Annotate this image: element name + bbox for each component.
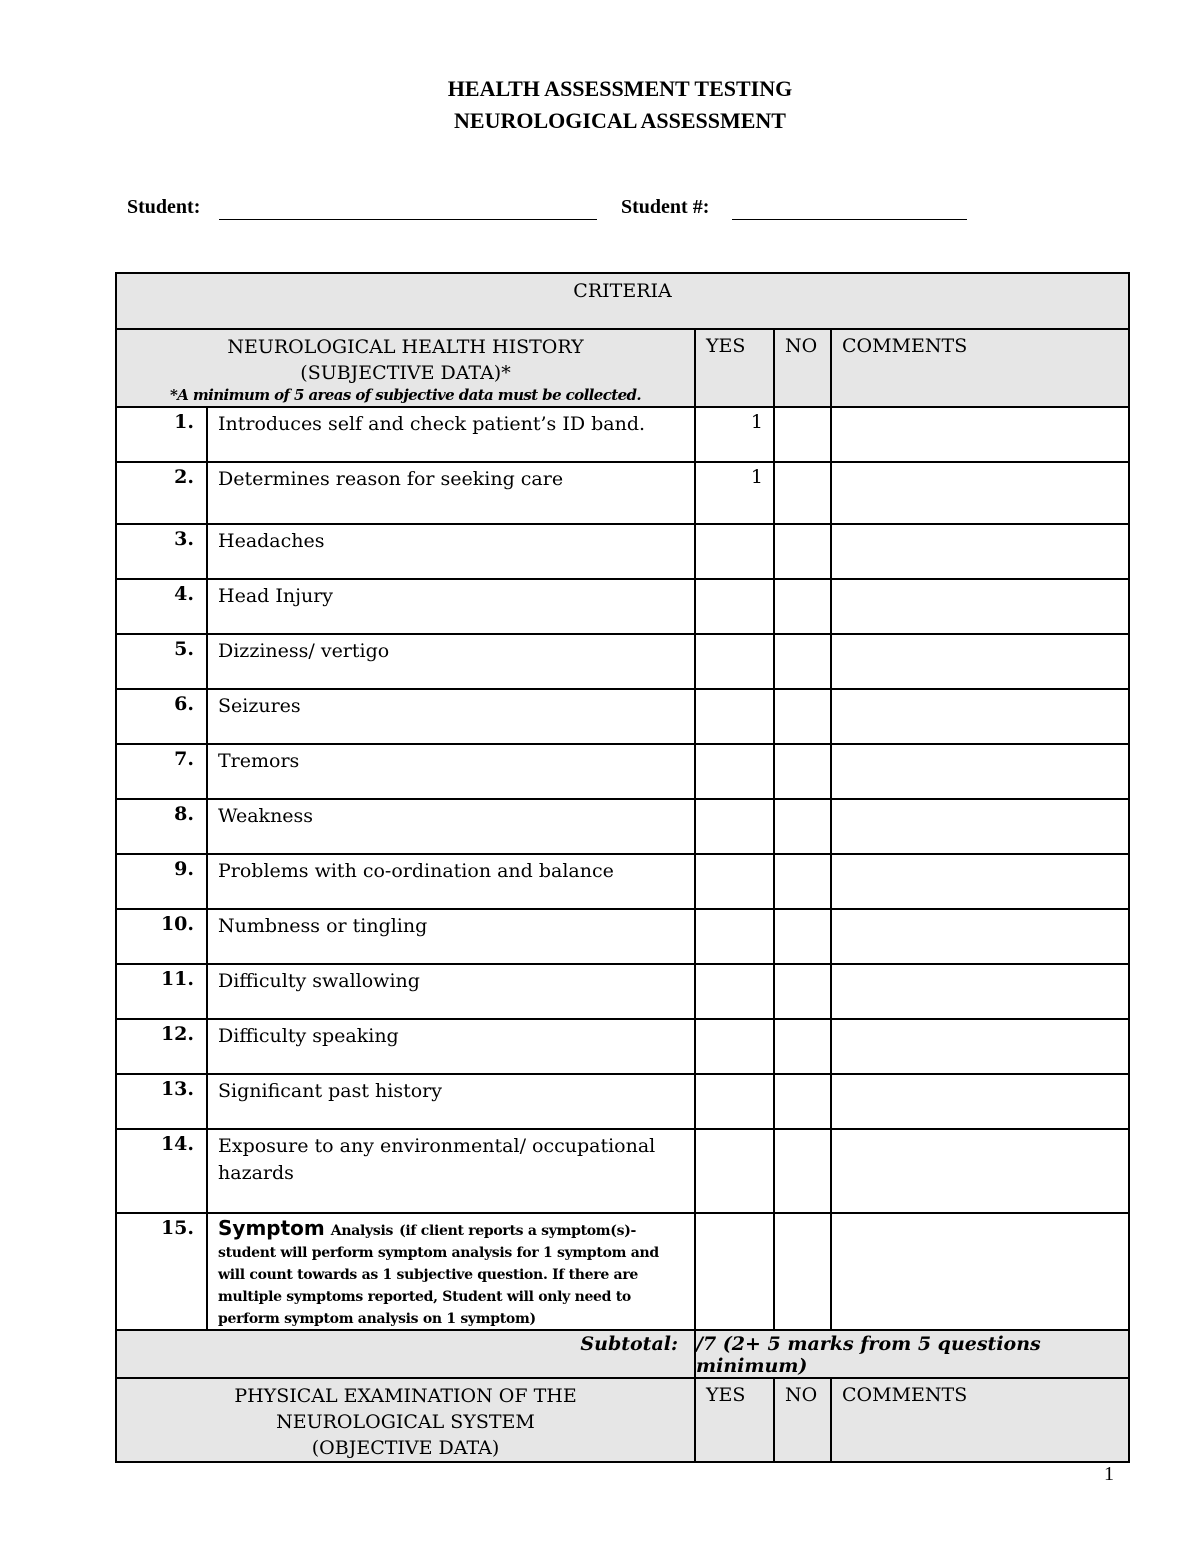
item-text: Introduces self and check patient’s ID band.: [207, 407, 695, 462]
item-number: 2.: [116, 462, 207, 524]
physical-header-line2: NEUROLOGICAL SYSTEM: [276, 1411, 535, 1433]
history-header-line1: NEUROLOGICAL HEALTH HISTORY: [227, 336, 584, 358]
no-cell[interactable]: [774, 524, 831, 579]
symptom-analysis-note: (if client reports a symptom(s)-student will perform symptom analysis for 1 symptom and will count towards as 1 subjective question. If there are multiple symptoms reported, Student will only need to perform symptom analysis on 1 symptom): [218, 1223, 659, 1327]
item-text: Tremors: [207, 744, 695, 799]
item-number: 11.: [116, 964, 207, 1019]
no-cell[interactable]: [774, 1129, 831, 1213]
item-number: 13.: [116, 1074, 207, 1129]
yes-cell[interactable]: [695, 579, 774, 634]
student-number-field[interactable]: [732, 219, 967, 220]
item-text: Exposure to any environmental/ occupational hazards: [207, 1129, 695, 1213]
col-comments-header: COMMENTS: [831, 1378, 1129, 1462]
item-number: 4.: [116, 579, 207, 634]
item-number: 15.: [116, 1213, 207, 1330]
physical-header-line3: (OBJECTIVE DATA): [311, 1437, 500, 1459]
history-header-row: [116, 329, 1129, 407]
yes-cell[interactable]: 1: [695, 462, 774, 524]
no-cell[interactable]: [774, 689, 831, 744]
item-row-10: [116, 909, 1129, 964]
subtotal-value: /7 (2+ 5 marks from 5 questions minimum): [695, 1330, 1129, 1378]
comments-cell[interactable]: [831, 407, 1129, 462]
item-number: 7.: [116, 744, 207, 799]
item-row-9: [116, 854, 1129, 909]
subtotal-row: [116, 1330, 1129, 1378]
no-cell[interactable]: [774, 909, 831, 964]
physical-header: [116, 1378, 695, 1462]
yes-cell[interactable]: [695, 689, 774, 744]
item-text: Determines reason for seeking care: [207, 462, 695, 524]
yes-cell[interactable]: [695, 634, 774, 689]
history-header-note: *A minimum of 5 areas of subjective data must be collected.: [169, 386, 642, 404]
comments-cell[interactable]: [831, 634, 1129, 689]
item-row-1: [116, 407, 1129, 462]
item-text: Weakness: [207, 799, 695, 854]
item-row-15: [116, 1213, 1129, 1330]
item-row-13: [116, 1074, 1129, 1129]
yes-cell[interactable]: [695, 854, 774, 909]
yes-cell[interactable]: [695, 1074, 774, 1129]
item-row-12: [116, 1019, 1129, 1074]
analysis-word: Analysis: [330, 1223, 394, 1239]
item-number: 14.: [116, 1129, 207, 1213]
no-cell[interactable]: [774, 1213, 831, 1330]
item-row-7: [116, 744, 1129, 799]
yes-cell[interactable]: 1: [695, 407, 774, 462]
item-number: 9.: [116, 854, 207, 909]
item-row-8: [116, 799, 1129, 854]
comments-cell[interactable]: [831, 854, 1129, 909]
no-cell[interactable]: [774, 1019, 831, 1074]
item-row-11: [116, 964, 1129, 1019]
no-cell[interactable]: [774, 854, 831, 909]
comments-cell[interactable]: [831, 744, 1129, 799]
item-text: Difficulty swallowing: [207, 964, 695, 1019]
comments-cell[interactable]: [831, 1074, 1129, 1129]
item-number: 3.: [116, 524, 207, 579]
item-number: 6.: [116, 689, 207, 744]
student-name-field[interactable]: [219, 219, 597, 220]
history-header: [116, 329, 695, 407]
yes-cell[interactable]: [695, 909, 774, 964]
item-text: Difficulty speaking: [207, 1019, 695, 1074]
no-cell[interactable]: [774, 1074, 831, 1129]
no-cell[interactable]: [774, 634, 831, 689]
no-cell[interactable]: [774, 407, 831, 462]
comments-cell[interactable]: [831, 1129, 1129, 1213]
subtotal-label: Subtotal:: [116, 1330, 695, 1378]
no-cell[interactable]: [774, 744, 831, 799]
item-row-14: [116, 1129, 1129, 1213]
document-subtitle: NEUROLOGICAL ASSESSMENT: [454, 108, 786, 133]
comments-cell[interactable]: [831, 964, 1129, 1019]
item-row-2: [116, 462, 1129, 524]
yes-cell[interactable]: [695, 1129, 774, 1213]
comments-cell[interactable]: [831, 462, 1129, 524]
item-number: 1.: [116, 407, 207, 462]
comments-cell[interactable]: [831, 1019, 1129, 1074]
item-text: Numbness or tingling: [207, 909, 695, 964]
col-yes-header: YES: [695, 329, 774, 407]
item-number: 5.: [116, 634, 207, 689]
comments-cell[interactable]: [831, 799, 1129, 854]
item-text: Problems with co-ordination and balance: [207, 854, 695, 909]
symptom-word: Symptom: [218, 1216, 325, 1240]
col-yes-header: YES: [695, 1378, 774, 1462]
comments-cell[interactable]: [831, 1213, 1129, 1330]
physical-header-row: [116, 1378, 1129, 1462]
item-number: 10.: [116, 909, 207, 964]
document-title: HEALTH ASSESSMENT TESTING: [447, 76, 793, 101]
yes-cell[interactable]: [695, 799, 774, 854]
item-text: Dizziness/ vertigo: [207, 634, 695, 689]
student-name-label: Student:: [127, 196, 201, 218]
yes-cell[interactable]: [695, 1213, 774, 1330]
no-cell[interactable]: [774, 462, 831, 524]
history-header-line2: (SUBJECTIVE DATA)*: [300, 362, 511, 384]
yes-cell[interactable]: [695, 1019, 774, 1074]
criteria-row: [116, 273, 1129, 329]
page-number: 1: [1104, 1463, 1114, 1485]
no-cell[interactable]: [774, 579, 831, 634]
item-text: [207, 1213, 695, 1330]
item-row-4: [116, 579, 1129, 634]
yes-cell[interactable]: [695, 964, 774, 1019]
student-number-label: Student #:: [621, 196, 710, 218]
col-no-header: NO: [774, 1378, 831, 1462]
comments-cell[interactable]: [831, 524, 1129, 579]
criteria-header: CRITERIA: [116, 273, 1129, 329]
yes-cell[interactable]: [695, 524, 774, 579]
item-text: Headaches: [207, 524, 695, 579]
item-row-5: [116, 634, 1129, 689]
item-row-6: [116, 689, 1129, 744]
comments-cell[interactable]: [831, 579, 1129, 634]
item-text: Seizures: [207, 689, 695, 744]
col-comments-header: COMMENTS: [831, 329, 1129, 407]
item-number: 12.: [116, 1019, 207, 1074]
item-number: 8.: [116, 799, 207, 854]
yes-cell[interactable]: [695, 744, 774, 799]
item-text: Head Injury: [207, 579, 695, 634]
comments-cell[interactable]: [831, 689, 1129, 744]
comments-cell[interactable]: [831, 909, 1129, 964]
no-cell[interactable]: [774, 964, 831, 1019]
item-row-3: [116, 524, 1129, 579]
col-no-header: NO: [774, 329, 831, 407]
assessment-table: [115, 272, 1130, 1463]
physical-header-line1: PHYSICAL EXAMINATION OF THE: [234, 1385, 577, 1407]
item-text: Significant past history: [207, 1074, 695, 1129]
no-cell[interactable]: [774, 799, 831, 854]
